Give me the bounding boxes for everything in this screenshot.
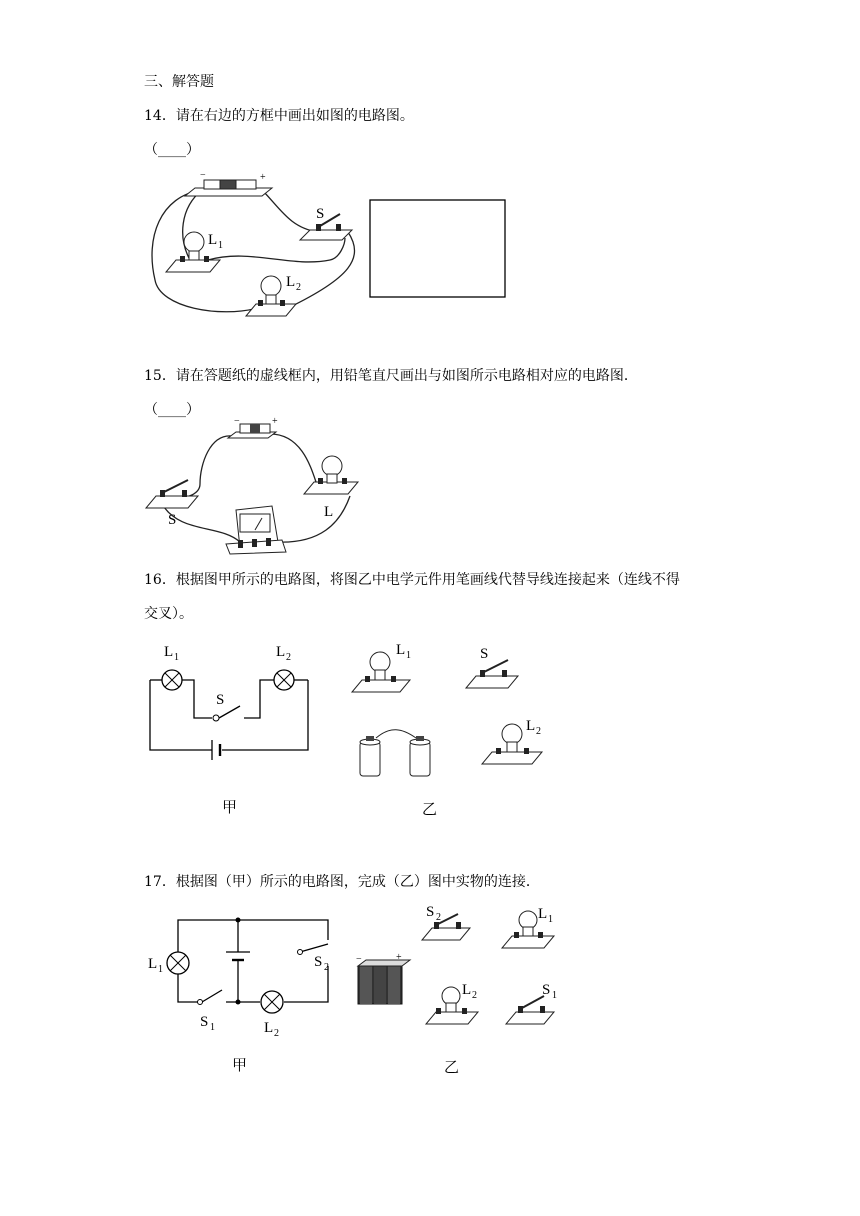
svg-text:−: − bbox=[200, 170, 206, 181]
svg-text:S: S bbox=[216, 692, 225, 708]
lamp-l2-symbol bbox=[274, 644, 294, 690]
svg-text:1: 1 bbox=[552, 990, 557, 1001]
svg-text:S: S bbox=[426, 904, 435, 920]
q14-circuit-figure bbox=[140, 168, 520, 328]
caption-yi: 乙 bbox=[422, 800, 438, 818]
section-title: 三、解答题 bbox=[144, 74, 214, 90]
q15-circuit-figure bbox=[140, 416, 380, 558]
schematic-jia bbox=[150, 680, 308, 760]
answer-blank-15[interactable]: （____） bbox=[144, 402, 200, 418]
svg-text:+: + bbox=[396, 952, 402, 963]
lamp-l2-physical bbox=[482, 718, 542, 764]
junction-top bbox=[236, 918, 241, 923]
battery-pack bbox=[356, 952, 410, 1004]
caption-jia: 甲 bbox=[222, 798, 238, 816]
svg-text:S: S bbox=[200, 1014, 209, 1030]
svg-text:L: L bbox=[324, 504, 334, 520]
svg-text:1: 1 bbox=[548, 914, 553, 925]
svg-text:S: S bbox=[168, 512, 177, 528]
ammeter bbox=[226, 506, 286, 554]
junction-bottom bbox=[236, 1000, 241, 1005]
svg-text:2: 2 bbox=[472, 990, 477, 1001]
question-stem: 请在右边的方框中画出如图的电路图。 bbox=[175, 108, 414, 124]
svg-text:+: + bbox=[260, 172, 266, 183]
switch-s-physical bbox=[466, 646, 518, 688]
q16-figures bbox=[140, 636, 580, 826]
switch-s bbox=[146, 480, 198, 528]
switch-s2-physical bbox=[422, 904, 470, 940]
svg-text:2: 2 bbox=[324, 962, 329, 973]
question-15 bbox=[144, 366, 638, 386]
switch-s bbox=[300, 206, 352, 240]
svg-text:+: + bbox=[272, 416, 278, 427]
question-17 bbox=[144, 872, 540, 892]
lamp-l1-physical bbox=[352, 642, 411, 692]
svg-text:1: 1 bbox=[406, 650, 411, 661]
answer-box[interactable] bbox=[370, 200, 505, 297]
question-stem: 根据图（甲）所示的电路图，完成（乙）图中实物的连接． bbox=[175, 874, 540, 890]
lamp-l1-physical bbox=[502, 906, 554, 948]
lamp-l1 bbox=[166, 232, 223, 272]
switch-s1-physical bbox=[506, 982, 557, 1024]
lamp-l2 bbox=[246, 274, 301, 316]
switch-s1-symbol bbox=[198, 1000, 216, 1034]
svg-text:L: L bbox=[164, 644, 174, 660]
svg-text:L: L bbox=[286, 274, 296, 290]
lamp-l2-physical bbox=[426, 982, 478, 1024]
svg-text:2: 2 bbox=[286, 652, 291, 663]
question-stem: 根据图甲所示的电路图，将图乙中电学元件用笔画线代替导线连接起来（连线不得 bbox=[175, 572, 680, 588]
svg-text:L: L bbox=[148, 956, 158, 972]
svg-text:2: 2 bbox=[274, 1028, 279, 1039]
svg-text:L: L bbox=[208, 232, 218, 248]
lamp-l1-symbol bbox=[162, 644, 182, 690]
svg-text:L: L bbox=[396, 642, 406, 658]
svg-text:1: 1 bbox=[174, 652, 179, 663]
svg-text:2: 2 bbox=[536, 726, 541, 737]
caption-yi: 乙 bbox=[444, 1058, 460, 1076]
question-16-line2: 交叉）。 bbox=[144, 606, 193, 622]
switch-s2-symbol bbox=[298, 950, 330, 974]
lamp-l2-symbol bbox=[261, 991, 283, 1039]
svg-text:S: S bbox=[542, 982, 551, 998]
battery-board bbox=[185, 170, 272, 196]
question-16 bbox=[144, 570, 680, 590]
question-number: 14． bbox=[144, 108, 176, 124]
question-number: 16． bbox=[144, 572, 176, 588]
schematic-jia bbox=[178, 920, 328, 1002]
answer-blank-14[interactable]: （____） bbox=[144, 142, 200, 158]
lamp-l bbox=[304, 456, 358, 520]
svg-text:2: 2 bbox=[296, 282, 301, 293]
question-number: 17． bbox=[144, 874, 176, 890]
battery-board bbox=[228, 416, 278, 438]
battery-cells bbox=[360, 730, 430, 776]
svg-text:1: 1 bbox=[210, 1022, 215, 1033]
svg-text:1: 1 bbox=[158, 964, 163, 975]
q17-figures bbox=[140, 900, 570, 1080]
svg-text:−: − bbox=[234, 416, 240, 427]
svg-text:L: L bbox=[538, 906, 548, 922]
svg-text:L: L bbox=[462, 982, 472, 998]
question-stem: 请在答题纸的虚线框内，用铅笔直尺画出与如图所示电路相对应的电路图． bbox=[175, 368, 638, 384]
caption-jia: 甲 bbox=[232, 1056, 248, 1074]
lamp-l1-symbol bbox=[148, 952, 189, 975]
svg-text:L: L bbox=[264, 1020, 274, 1036]
question-number: 15． bbox=[144, 368, 176, 384]
svg-text:1: 1 bbox=[218, 240, 223, 251]
question-14 bbox=[144, 106, 414, 126]
svg-text:S: S bbox=[314, 954, 323, 970]
svg-text:S: S bbox=[480, 646, 489, 662]
svg-text:S: S bbox=[316, 206, 325, 222]
svg-text:L: L bbox=[276, 644, 286, 660]
svg-text:−: − bbox=[356, 954, 362, 965]
svg-text:L: L bbox=[526, 718, 536, 734]
svg-text:2: 2 bbox=[436, 912, 441, 923]
